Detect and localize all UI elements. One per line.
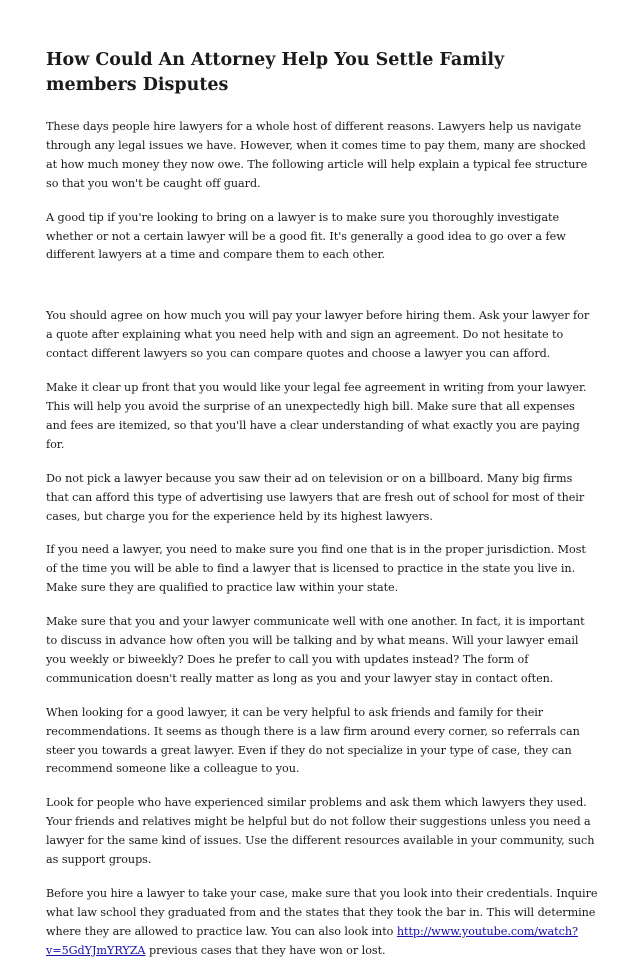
paragraph-fee-agreement: Make it clear up front that you would like your legal fee agreement in writing from your lawyer. This will help you avoid the surprise of an unexpectedly high bill. Make sure that all expenses and fees are itemized, so that you'll have a clear understanding of what exactly you are paying for. [46, 381, 587, 451]
paragraph-jurisdiction: If you need a lawyer, you need to make sure you find one that is in the proper jurisdiction. Most of the time you will be able to find a lawyer that is licensed to practice in the state you live in. Make sure they are qualified to practice law within your state. [46, 543, 586, 595]
document-title: How Could An Attorney Help You Settle Family members Disputes [46, 50, 505, 95]
paragraph-advertising: Do not pick a lawyer because you saw their ad on television or on a billboard. Many big firms that can afford this type of advertising use lawyers that are fresh out of school for most of their cases, but charge you for the experience held by its highest lawyers. [46, 471, 585, 523]
blank-gap [46, 280, 598, 307]
paragraph-agree-pay: You should agree on how much you will pay your lawyer before hiring them. Ask your lawyer for a quote after explaining what you need help with and sign an agreement. Do not hesitate to contact different lawyers so you can compare quotes and choose a lawyer you can afford. [46, 309, 590, 361]
document-page [46, 48, 598, 976]
credentials-text-end: previous cases that they have won or lost. [145, 943, 386, 957]
paragraph-communication: Make sure that you and your lawyer communicate well with one another. In fact, it is important to discuss in advance how often you will be talking and by what means. Will your lawyer email you weekly or biweekly? Does he prefer to call you with updates instead? The form of communication doesn't really matter as long as you and your lawyer stay in contact often. [46, 615, 585, 685]
paragraph-credentials [46, 885, 598, 961]
paragraph-recommendations: When looking for a good lawyer, it can be very helpful to ask friends and family for their recommendations. It seems as though there is a law firm around every corner, so referrals can steer you towards a great lawyer. Even if they do not specialize in your type of case, they can recommend someone like a colleague to you. [46, 705, 580, 776]
paragraph-intro: These days people hire lawyers for a whole host of different reasons. Lawyers help us navigate through any legal issues we have. However, when it comes time to pay them, many are shocked at how much money they now owe. The following article will help explain a typical fee structure so that you won't be caught off guard. [46, 120, 588, 190]
paragraph-similar-problems: Look for people who have experienced similar problems and ask them which lawyers they used. Your friends and relatives might be helpful but do not follow their suggestions unless you need a lawyer for the same kind of issues. Use the different resources available in your community, such as support groups. [46, 796, 595, 867]
credentials-text: Before you hire a lawyer to take your case, make sure that you look into their credentials. Inquire what law school they graduated from and the states that they took the bar in. This will determine where they are allowed to practice law. You can also look into [46, 887, 598, 938]
youtube-link[interactable]: http://www.youtube.com/watch?v=5GdYJmYRYZA [46, 924, 578, 957]
paragraph-good-tip: A good tip if you're looking to bring on a lawyer is to make sure you thoroughly investigate whether or not a certain lawyer will be a good fit. It's generally a good idea to go over a few different lawyers at a time and compare them to each other. [46, 210, 566, 262]
